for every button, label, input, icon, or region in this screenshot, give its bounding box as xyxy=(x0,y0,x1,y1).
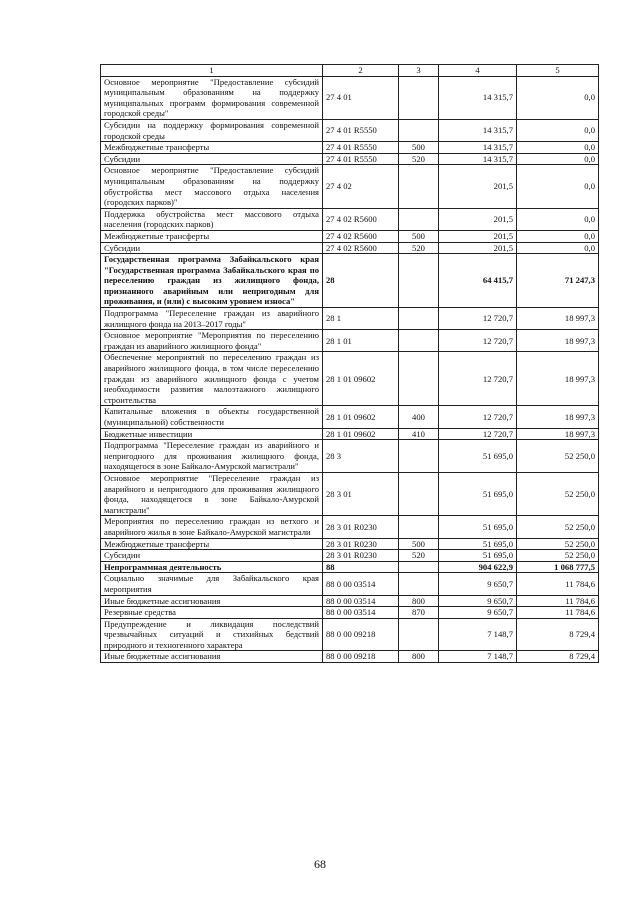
expense-type-cell xyxy=(399,119,439,141)
amount-cell: 12 720,7 xyxy=(439,330,517,352)
amount-cell: 18 997,3 xyxy=(517,330,599,352)
amount-cell: 64 415,7 xyxy=(439,254,517,308)
row-name-cell: Обеспечение мероприятий по переселению граждан из аварийного жилищного фонда, в том числе переселению граждан из аварийного жилищного фонда с учетом необходимости развития малоэтажного жилищного строительства xyxy=(101,352,323,406)
expense-type-cell xyxy=(399,561,439,573)
amount-cell: 14 315,7 xyxy=(439,153,517,165)
table-row xyxy=(101,607,599,619)
column-header: 4 xyxy=(439,65,517,77)
row-name-cell: Основное мероприятие "Мероприятия по переселению граждан из аварийного жилищного фонда" xyxy=(101,330,323,352)
amount-cell: 0,0 xyxy=(517,142,599,154)
row-name-cell: Подпрограмма "Переселение граждан из аварийного и непригодного для проживания жилищного фонда, находящегося в зоне Байкало-Амурской магистрали" xyxy=(101,440,323,473)
table-row xyxy=(101,573,599,595)
amount-cell: 201,5 xyxy=(439,230,517,242)
page-number: 68 xyxy=(314,857,326,871)
target-code-cell: 28 3 01 xyxy=(323,472,399,515)
amount-cell: 201,5 xyxy=(439,242,517,254)
amount-cell: 0,0 xyxy=(517,242,599,254)
amount-cell: 12 720,7 xyxy=(439,406,517,428)
amount-cell: 9 650,7 xyxy=(439,595,517,607)
table-row xyxy=(101,242,599,254)
amount-cell: 0,0 xyxy=(517,230,599,242)
table-row xyxy=(101,472,599,515)
amount-cell: 14 315,7 xyxy=(439,142,517,154)
table-row xyxy=(101,651,599,663)
target-code-cell: 27 4 01 xyxy=(323,76,399,119)
table-row xyxy=(101,561,599,573)
amount-cell: 51 695,0 xyxy=(439,550,517,562)
expense-type-cell: 520 xyxy=(399,550,439,562)
row-name-cell: Субсидии на поддержку формирования современной городской среды xyxy=(101,119,323,141)
target-code-cell: 88 0 00 03514 xyxy=(323,573,399,595)
amount-cell: 51 695,0 xyxy=(439,516,517,538)
target-code-cell: 27 4 02 R5600 xyxy=(323,230,399,242)
expense-type-cell xyxy=(399,440,439,473)
target-code-cell: 28 1 01 09602 xyxy=(323,428,399,440)
target-code-cell: 27 4 01 R5550 xyxy=(323,119,399,141)
row-name-cell: Подпрограмма "Переселение граждан из аварийного жилищного фонда на 2013–2017 годы" xyxy=(101,308,323,330)
amount-cell: 11 784,6 xyxy=(517,573,599,595)
amount-cell: 201,5 xyxy=(439,208,517,230)
expense-type-cell xyxy=(399,472,439,515)
amount-cell: 51 695,0 xyxy=(439,472,517,515)
amount-cell: 11 784,6 xyxy=(517,607,599,619)
expense-type-cell: 500 xyxy=(399,230,439,242)
table-row xyxy=(101,440,599,473)
table-row xyxy=(101,428,599,440)
table-row xyxy=(101,516,599,538)
row-name-cell: Иные бюджетные ассигнования xyxy=(101,651,323,663)
table-row xyxy=(101,538,599,550)
table-body xyxy=(101,76,599,662)
table-row xyxy=(101,352,599,406)
amount-cell: 904 622,9 xyxy=(439,561,517,573)
row-name-cell: Субсидии xyxy=(101,153,323,165)
amount-cell: 18 997,3 xyxy=(517,352,599,406)
amount-cell: 71 247,3 xyxy=(517,254,599,308)
target-code-cell: 27 4 02 xyxy=(323,165,399,208)
expense-type-cell xyxy=(399,76,439,119)
expense-type-cell: 800 xyxy=(399,651,439,663)
row-name-cell: Межбюджетные трансферты xyxy=(101,538,323,550)
row-name-cell: Основное мероприятие "Переселение граждан из аварийного и непригодного для проживания жилищного фонда, находящегося в зоне Байкало-Амурской магистрали" xyxy=(101,472,323,515)
row-name-cell: Бюджетные инвестиции xyxy=(101,428,323,440)
expense-type-cell: 500 xyxy=(399,142,439,154)
amount-cell: 12 720,7 xyxy=(439,428,517,440)
target-code-cell: 28 1 01 xyxy=(323,330,399,352)
target-code-cell: 27 4 02 R5600 xyxy=(323,242,399,254)
amount-cell: 52 250,0 xyxy=(517,550,599,562)
table-row xyxy=(101,618,599,651)
expense-type-cell: 410 xyxy=(399,428,439,440)
expense-type-cell xyxy=(399,573,439,595)
target-code-cell: 27 4 02 R5600 xyxy=(323,208,399,230)
amount-cell: 52 250,0 xyxy=(517,472,599,515)
amount-cell: 7 148,7 xyxy=(439,618,517,651)
target-code-cell: 28 1 xyxy=(323,308,399,330)
table-row xyxy=(101,330,599,352)
column-header: 3 xyxy=(399,65,439,77)
row-name-cell: Резервные средства xyxy=(101,607,323,619)
row-name-cell: Межбюджетные трансферты xyxy=(101,142,323,154)
table-row xyxy=(101,230,599,242)
amount-cell: 14 315,7 xyxy=(439,119,517,141)
amount-cell: 51 695,0 xyxy=(439,440,517,473)
target-code-cell: 88 0 00 09218 xyxy=(323,651,399,663)
row-name-cell: Предупреждение и ликвидация последствий чрезвычайных ситуаций и стихийных бедствий природного и техногенного характера xyxy=(101,618,323,651)
target-code-cell: 88 0 00 03514 xyxy=(323,595,399,607)
amount-cell: 1 068 777,5 xyxy=(517,561,599,573)
amount-cell: 9 650,7 xyxy=(439,607,517,619)
amount-cell: 12 720,7 xyxy=(439,308,517,330)
expense-type-cell: 870 xyxy=(399,607,439,619)
row-name-cell: Основное мероприятие "Предоставление субсидий муниципальным образованиям на поддержку муниципальных программ формирования современной городской среды" xyxy=(101,76,323,119)
table-row xyxy=(101,142,599,154)
target-code-cell: 28 3 01 R0230 xyxy=(323,550,399,562)
row-name-cell: Иные бюджетные ассигнования xyxy=(101,595,323,607)
header-row xyxy=(101,65,599,77)
amount-cell: 18 997,3 xyxy=(517,308,599,330)
amount-cell: 12 720,7 xyxy=(439,352,517,406)
expense-type-cell xyxy=(399,254,439,308)
column-header: 2 xyxy=(323,65,399,77)
expense-type-cell: 400 xyxy=(399,406,439,428)
table-row xyxy=(101,406,599,428)
row-name-cell: Мероприятия по переселению граждан из ветхого и аварийного жилья в зоне Байкало-Амурской магистрали xyxy=(101,516,323,538)
row-name-cell: Капитальные вложения в объекты государственной (муниципальной) собственности xyxy=(101,406,323,428)
row-name-cell: Основное мероприятие "Предоставление субсидий муниципальным образованиям на поддержку обустройства мест массового отдыха населения (городских парков)" xyxy=(101,165,323,208)
amount-cell: 0,0 xyxy=(517,119,599,141)
expense-type-cell: 500 xyxy=(399,538,439,550)
target-code-cell: 88 0 00 03514 xyxy=(323,607,399,619)
table-row xyxy=(101,119,599,141)
target-code-cell: 27 4 01 R5550 xyxy=(323,153,399,165)
expense-type-cell: 520 xyxy=(399,242,439,254)
expense-type-cell xyxy=(399,516,439,538)
amount-cell: 0,0 xyxy=(517,153,599,165)
table-row xyxy=(101,208,599,230)
expense-type-cell xyxy=(399,352,439,406)
target-code-cell: 28 1 01 09602 xyxy=(323,352,399,406)
row-name-cell: Межбюджетные трансферты xyxy=(101,230,323,242)
amount-cell: 52 250,0 xyxy=(517,440,599,473)
budget-table xyxy=(100,64,599,663)
amount-cell: 51 695,0 xyxy=(439,538,517,550)
amount-cell: 18 997,3 xyxy=(517,428,599,440)
amount-cell: 18 997,3 xyxy=(517,406,599,428)
expense-type-cell xyxy=(399,165,439,208)
row-name-cell: Субсидии xyxy=(101,550,323,562)
amount-cell: 0,0 xyxy=(517,208,599,230)
expense-type-cell xyxy=(399,330,439,352)
amount-cell: 52 250,0 xyxy=(517,516,599,538)
row-name-cell: Государственная программа Забайкальского края "Государственная программа Забайкальского края по переселению граждан из жилищного фонда, признанного аварийным или непригодным для проживания, и (или) с высоким уровнем износа" xyxy=(101,254,323,308)
row-name-cell: Непрограммная деятельность xyxy=(101,561,323,573)
expense-type-cell: 800 xyxy=(399,595,439,607)
target-code-cell: 28 1 01 09602 xyxy=(323,406,399,428)
target-code-cell: 88 xyxy=(323,561,399,573)
amount-cell: 0,0 xyxy=(517,165,599,208)
table-row xyxy=(101,595,599,607)
column-header: 1 xyxy=(101,65,323,77)
row-name-cell: Субсидии xyxy=(101,242,323,254)
expense-type-cell xyxy=(399,308,439,330)
target-code-cell: 28 3 01 R0230 xyxy=(323,516,399,538)
expense-type-cell xyxy=(399,618,439,651)
table-row xyxy=(101,550,599,562)
column-header: 5 xyxy=(517,65,599,77)
amount-cell: 7 148,7 xyxy=(439,651,517,663)
amount-cell: 52 250,0 xyxy=(517,538,599,550)
target-code-cell: 28 xyxy=(323,254,399,308)
amount-cell: 14 315,7 xyxy=(439,76,517,119)
table-row xyxy=(101,308,599,330)
amount-cell: 8 729,4 xyxy=(517,618,599,651)
table-row xyxy=(101,254,599,308)
table-row xyxy=(101,153,599,165)
table-row xyxy=(101,76,599,119)
amount-cell: 0,0 xyxy=(517,76,599,119)
expense-type-cell: 520 xyxy=(399,153,439,165)
row-name-cell: Поддержка обустройства мест массового отдыха населения (городских парков) xyxy=(101,208,323,230)
amount-cell: 11 784,6 xyxy=(517,595,599,607)
expense-type-cell xyxy=(399,208,439,230)
row-name-cell: Социально значимые для Забайкальского края мероприятия xyxy=(101,573,323,595)
table-row xyxy=(101,165,599,208)
target-code-cell: 28 3 01 R0230 xyxy=(323,538,399,550)
amount-cell: 201,5 xyxy=(439,165,517,208)
amount-cell: 8 729,4 xyxy=(517,651,599,663)
target-code-cell: 88 0 00 09218 xyxy=(323,618,399,651)
target-code-cell: 27 4 01 R5550 xyxy=(323,142,399,154)
amount-cell: 9 650,7 xyxy=(439,573,517,595)
target-code-cell: 28 3 xyxy=(323,440,399,473)
